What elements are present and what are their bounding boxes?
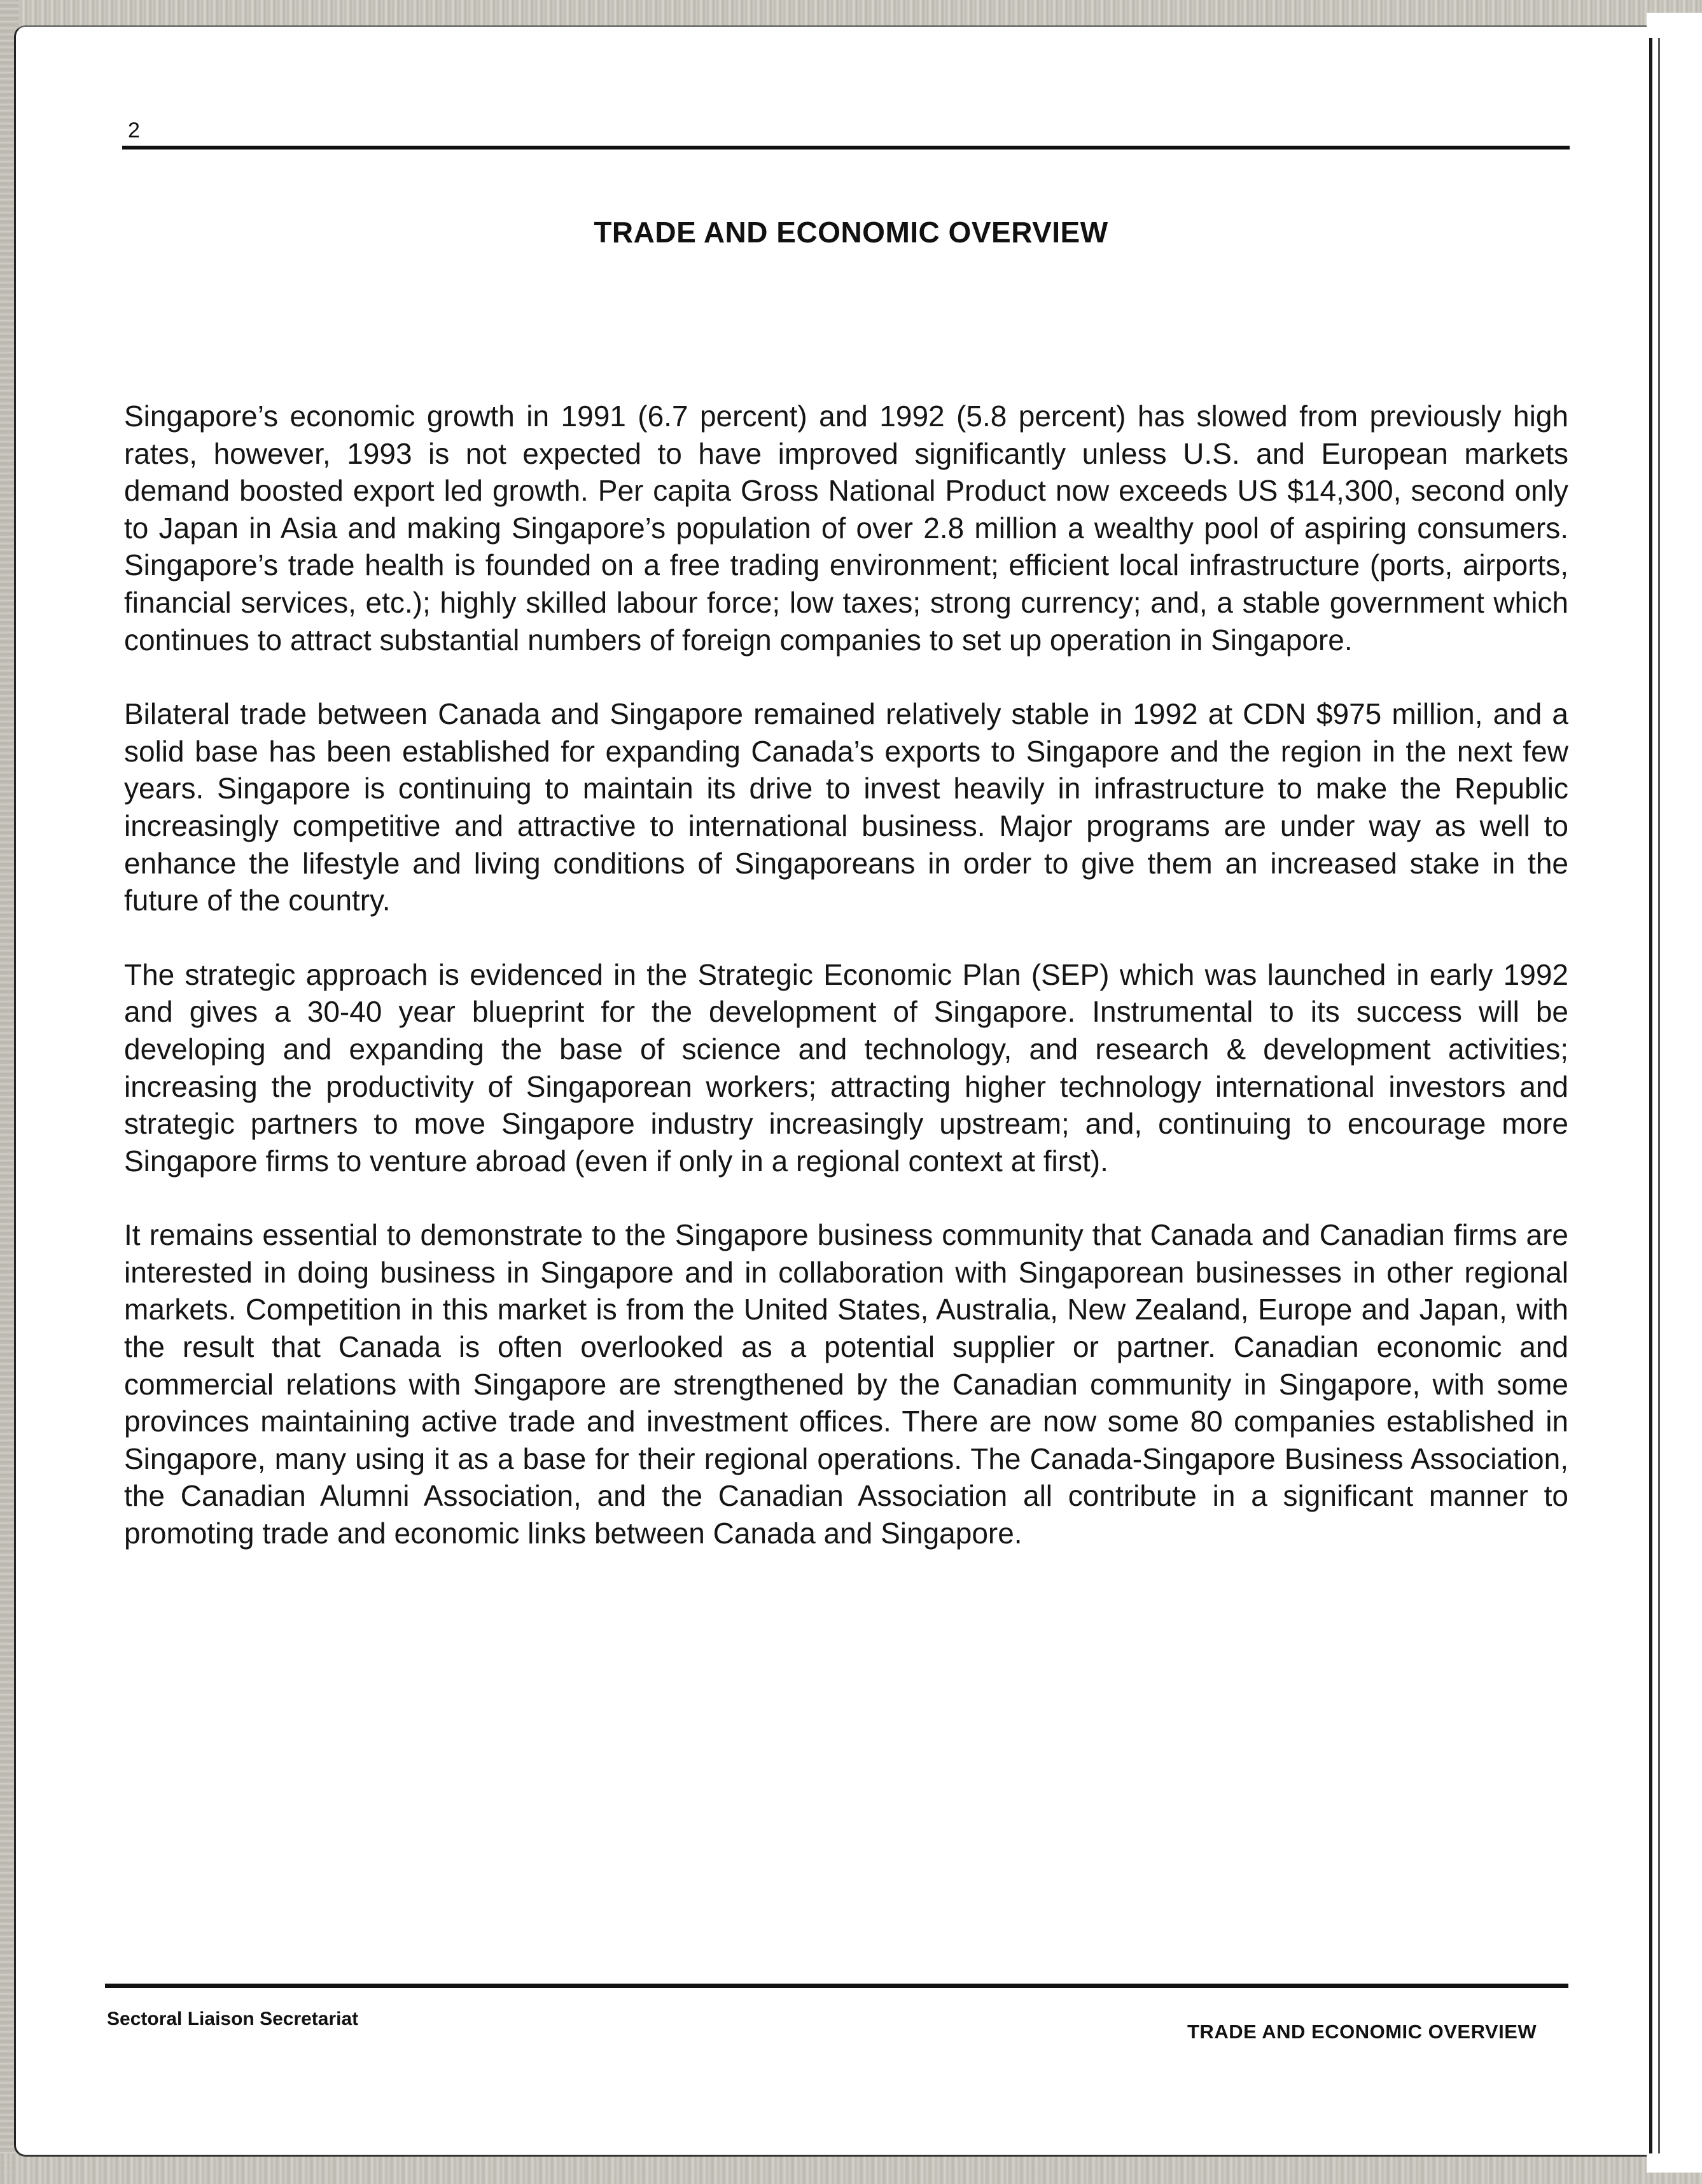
body-text: [124, 398, 1568, 1589]
page-number: 2: [128, 118, 140, 143]
header-rule: [122, 146, 1570, 150]
page-title: TRADE AND ECONOMIC OVERVIEW: [594, 216, 1108, 249]
footer-section-title: TRADE AND ECONOMIC OVERVIEW: [1187, 2021, 1537, 2043]
paragraph-1: Singapore’s economic growth in 1991 (6.7 percent) and 1992 (5.8 percent) has slowed from previously high rates, however, 1993 is not expected to have improved significantly unless U.S. and European markets demand boosted export led growth. Per capita Gross National Product now exceeds US $14,300, second only to Japan in Asia and making Singapore’s population of over 2.8 million a wealthy pool of aspiring consumers. Singapore’s trade health is founded on a free trading environment; efficient local infrastructure (ports, airports, financial services, etc.); highly skilled labour force; low taxes; strong currency; and, a stable government which continues to attract substantial numbers of foreign companies to set up operation in Singapore.: [124, 400, 1568, 657]
footer-organization: Sectoral Liaison Secretariat: [107, 2008, 359, 2029]
paragraph-4: It remains essential to demonstrate to the Singapore business community that Canada and Canadian firms are interested in doing business in Singapore and in collaboration with Singaporean businesses in other regional markets. Competition in this market is from the United States, Australia, New Zealand, Europe and Japan, with the result that Canada is often overlooked as a potential supplier or partner. Canadian economic and commercial relations with Singapore are strengthened by the Canadian community in Singapore, with some provinces maintaining active trade and investment offices. There are now some 80 companies established in Singapore, many using it as a base for their regional operations. The Canada-Singapore Business Association, the Canadian Alumni Association, and the Canadian Association all contribute in a significant manner to promoting trade and economic links between Canada and Singapore.: [124, 1218, 1568, 1550]
binder-line: [1649, 38, 1652, 2153]
scan-border-top: [0, 0, 1702, 29]
binder-edge: [1647, 13, 1702, 2173]
scan-border-bottom: [0, 2153, 1702, 2184]
paragraph-3: The strategic approach is evidenced in the Strategic Economic Plan (SEP) which was launched in early 1992 and gives a 30-40 year blueprint for the development of Singapore. Instrumental to its success will be developing and expanding the base of science and technology, and research & development activities; increasing the productivity of Singaporean workers; attracting higher technology international investors and strategic partners to move Singapore industry increasingly upstream; and, continuing to encourage more Singapore firms to venture abroad (even if only in a regional context at first).: [124, 957, 1568, 1178]
footer-rule: [105, 1984, 1568, 1988]
binder-line-secondary: [1658, 38, 1660, 2153]
paragraph-2: Bilateral trade between Canada and Singapore remained relatively stable in 1992 at CDN $975 million, and a solid base has been established for expanding Canada’s exports to Singapore and the region in the next few years. Singapore is continuing to maintain its drive to invest heavily in infrastructure to make the Republic increasingly competitive and attractive to international business. Major programs are under way as well to enhance the lifestyle and living conditions of Singaporeans in order to give them an increased stake in the future of the country.: [124, 697, 1568, 917]
